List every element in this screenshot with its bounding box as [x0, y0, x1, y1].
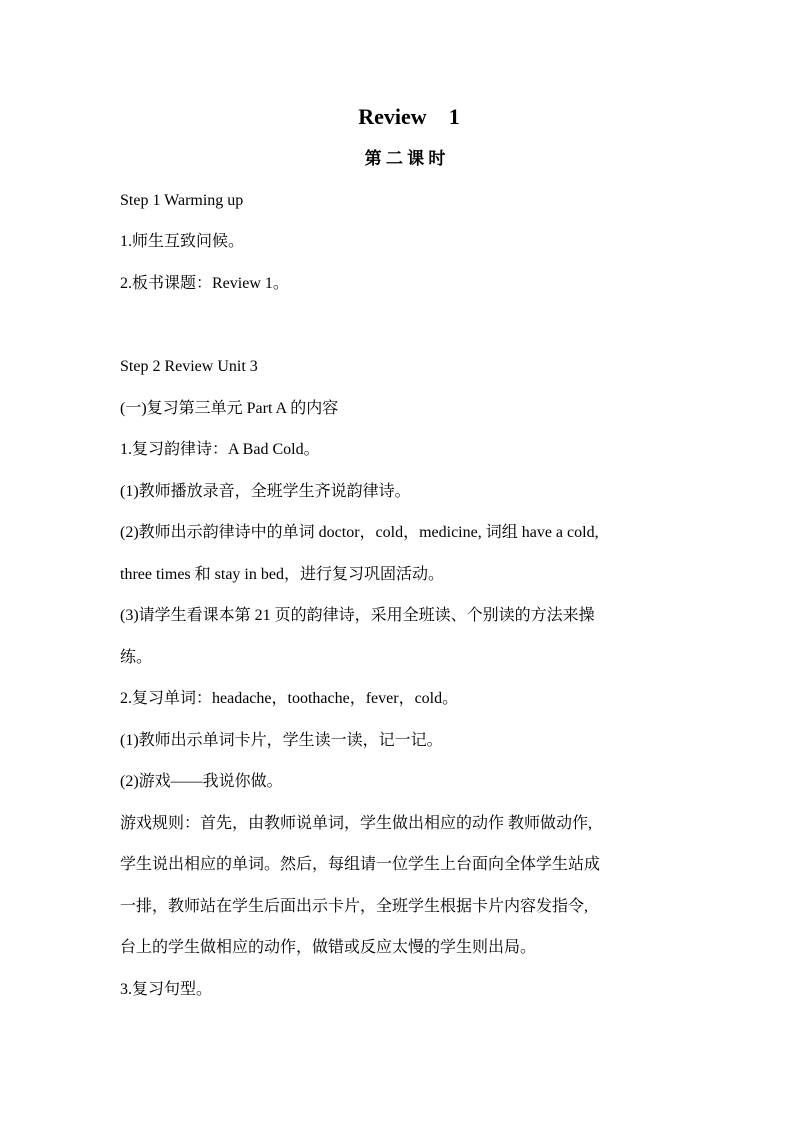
paragraph-line: (1)教师播放录音，全班学生齐说韵律诗。	[120, 483, 411, 500]
paragraph-line: 1.复习韵律诗：A Bad Cold。	[120, 441, 320, 458]
paragraph-line: (2)游戏——我说你做。	[120, 773, 283, 790]
paragraph-line: 1.师生互致问候。	[120, 233, 245, 250]
paragraph-line: (1)教师出示单词卡片，学生读一读，记一记。	[120, 732, 443, 749]
step2-heading: Step 2 Review Unit 3	[120, 358, 258, 375]
paragraph-line: three times 和 stay in bed，进行复习巩固活动。	[120, 566, 444, 583]
paragraph-line: 3.复习句型。	[120, 981, 213, 998]
paragraph-line: 一排，教师站在学生后面出示卡片，全班学生根据卡片内容发指令,	[120, 898, 589, 915]
paragraph-line: (3)请学生看课本第 21 页的韵律诗，采用全班读、个别读的方法来操	[120, 607, 595, 624]
paragraph-line: 学生说出相应的单词。然后，每组请一位学生上台面向全体学生站成	[120, 856, 601, 873]
document-subtitle: 第 二 课 时	[364, 149, 446, 168]
paragraph-line: (2)教师出示韵律诗中的单词 doctor，cold，medicine, 词组 have a cold,	[120, 524, 599, 541]
paragraph-line: 练。	[120, 649, 153, 666]
paragraph-line: (一)复习第三单元 Part A 的内容	[120, 400, 339, 417]
paragraph-line: 台上的学生做相应的动作，做错或反应太慢的学生则出局。	[120, 939, 537, 956]
paragraph-line: 2.板书课题：Review 1。	[120, 275, 289, 292]
step1-heading: Step 1 Warming up	[120, 192, 244, 209]
paragraph-line: 2.复习单词：headache，toothache，fever，cold。	[120, 690, 459, 707]
paragraph-line: 游戏规则：首先，由教师说单词，学生做出相应的动作 教师做动作,	[120, 815, 593, 832]
document-title: Review 1	[358, 104, 460, 129]
